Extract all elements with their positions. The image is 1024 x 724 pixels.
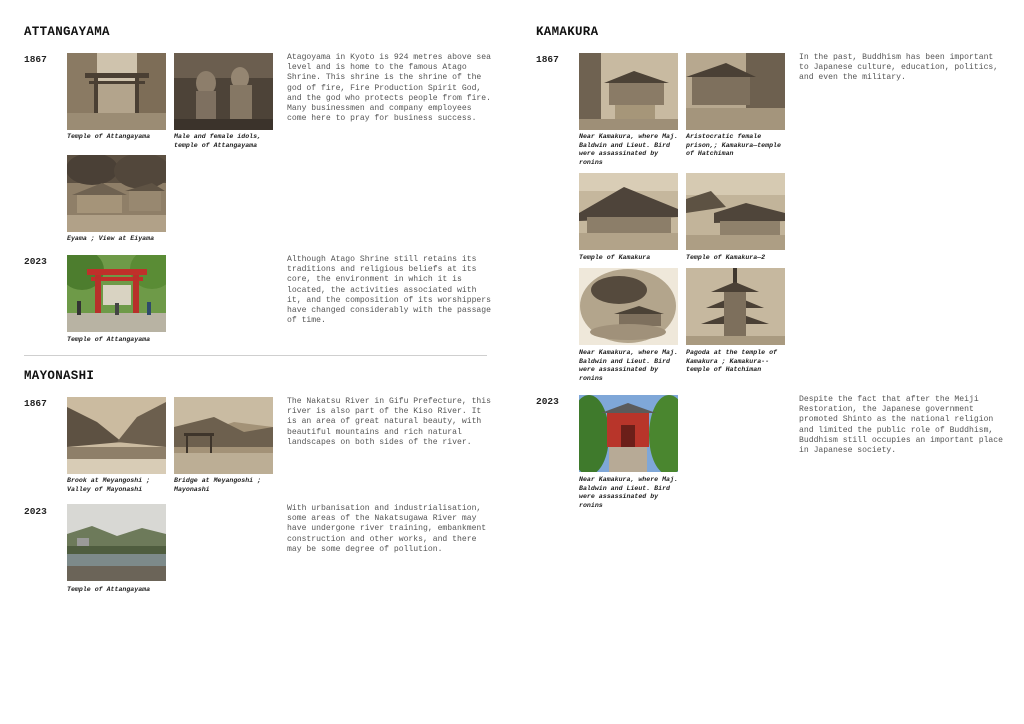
photo-mayonashi-brook (67, 397, 166, 474)
photo-attangayama-modern (67, 255, 166, 332)
photo-caption: Temple of Attangayama (67, 336, 151, 343)
photo-caption: Near Kamakura, where Maj. Baldwin and Lieut. Bird were assassinated by ronins (579, 133, 678, 166)
year-label-2023: 2023 (24, 256, 47, 267)
photo-caption: Brook at Meyangoshi ; Valley of Mayonashi (67, 477, 151, 493)
photo-kamakura-near-1 (579, 53, 678, 130)
photo-kamakura-prison (686, 53, 785, 130)
photo-caption: Near Kamakura, where Maj. Baldwin and Lieut. Bird were assassinated by ronins (579, 476, 678, 509)
section-title-kamakura: KAMAKURA (536, 25, 599, 39)
description-1867: The Nakatsu River in Gifu Prefecture, this river is also part of the Kiso River. It is an area of great natural beauty, with beautiful mountains and rich natural landscapes on both sides of the river. (287, 397, 491, 447)
photo-kamakura-near-2 (579, 268, 678, 345)
description-1867: Atagoyama in Kyoto is 924 metres above sea level and is home to the famous Atago Shrine. This shrine is the shrine of the god of fire, Fire Production Spirit God, and the god who protects people from fire. Many businessmen and company employees come here to pray for business success. (287, 53, 491, 124)
year-label-1867: 1867 (536, 54, 559, 65)
photo-caption: Aristocratic female prison,; Kamakura—temple of Hatchiman (686, 133, 781, 158)
photo-kamakura-temple-2 (686, 173, 785, 250)
photo-attangayama-idols (174, 53, 273, 130)
photo-mayonashi-river-modern (67, 504, 166, 581)
year-label-2023: 2023 (536, 396, 559, 407)
description-2023: Although Atago Shrine still retains its traditions and religious beliefs at its core, the environment in which it is located, the activities associated with it, and the composition of its worshippers have changed considerably with the passage of time. (287, 255, 491, 326)
photo-kamakura-modern (579, 395, 678, 472)
description-1867: In the past, Buddhism has been important to Japanese culture, education, politics, and even the military. (799, 53, 999, 83)
year-label-1867: 1867 (24, 398, 47, 409)
photo-caption: Bridge at Meyangoshi ; Mayonashi (174, 477, 262, 493)
photo-caption: Temple of Attangayama (67, 586, 151, 593)
photo-attangayama-temple-gate (67, 53, 166, 130)
photo-mayonashi-bridge (174, 397, 273, 474)
photo-caption: Near Kamakura, where Maj. Baldwin and Lieut. Bird were assassinated by ronins (579, 349, 678, 382)
year-label-2023: 2023 (24, 506, 47, 517)
year-label-1867: 1867 (24, 54, 47, 65)
photo-caption: Eyama ; View at Eiyama (67, 235, 155, 242)
photo-caption: Pagoda at the temple of Kamakura ; Kamakura--temple of Hatchiman (686, 349, 778, 374)
photo-caption: Temple of Kamakura—2 (686, 254, 766, 261)
photo-kamakura-temple (579, 173, 678, 250)
photo-caption: Temple of Kamakura (579, 254, 651, 261)
section-title-attangayama: ATTANGAYAMA (24, 25, 110, 39)
photo-kamakura-pagoda (686, 268, 785, 345)
photo-caption: Male and female idols, temple of Attangayama (174, 133, 262, 149)
section-title-mayonashi: MAYONASHI (24, 369, 95, 383)
description-2023: With urbanisation and industrialisation, some areas of the Nakatsugawa River may have undergone river training, embankment construction and other works, and there may be some degree of pollution. (287, 504, 487, 554)
description-2023: Despite the fact that after the Meiji Restoration, the Japanese government promoted Shinto as the national religion and limited the public role of Buddhism, Buddhism still occupies an important place in Japanese society. (799, 395, 1003, 456)
photo-caption: Temple of Attangayama (67, 133, 151, 140)
section-divider (24, 355, 487, 356)
photo-eiyama-view (67, 155, 166, 232)
